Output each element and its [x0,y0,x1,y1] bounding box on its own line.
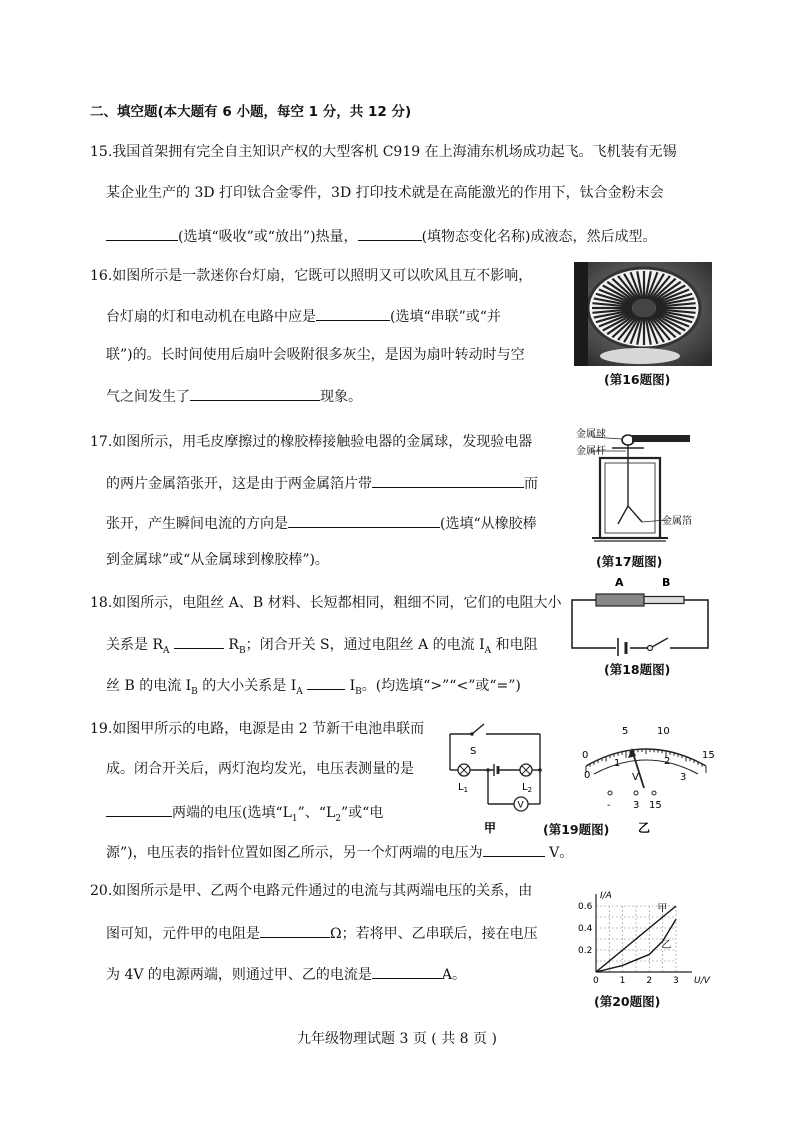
switch-label: S [470,746,477,757]
dial-top-0: 0 [582,750,589,761]
wire-a-label: A [615,576,624,589]
q16-line-2 [106,306,501,326]
q20-line-3 [106,964,466,984]
answer-blank[interactable] [372,964,442,979]
subscript: 2 [335,813,342,824]
y-tick-label: 0.2 [578,946,593,956]
q19-text-4a: 源”)，电压表的指针位置如图乙所示，另一个灯两端的电压为 [106,845,483,861]
dial-bottom-3: 3 [680,772,687,783]
q20-text-3a: 为 4V 的电源两端，则通过甲、乙的电流是 [106,967,372,983]
q18-text-2a: 关系是 R [106,637,163,653]
subscript: A [296,686,303,697]
dial-unit-v: V [632,772,639,783]
y-axis-label: I/A [600,891,612,901]
q17-line-1: 17.如图所示，用毛皮摩擦过的橡胶棒接触验电器的金属球，发现验电器 [90,434,533,450]
answer-blank[interactable] [372,473,524,488]
q16-line-1: 16.如图所示是一款迷你台灯扇，它既可以照明又可以吹风且互不影响， [90,268,533,284]
terminal-3: 3 [633,800,640,811]
subscript: B [191,686,198,697]
q20-text-2a: 图可知，元件甲的电阻是 [106,926,260,942]
q17-text-3a: 张开，产生瞬间电流的方向是 [106,516,288,532]
series-label-1: 甲 [657,903,668,915]
subscript: A [163,645,170,656]
q18-line-1: 18.如图所示，电阻丝 A、B 材料、长短都相同，粗细不同，它们的电阻大小 [90,595,562,611]
q16-text-4a: 气之间发生了 [106,389,190,405]
resistor-circuit-diagram [566,574,716,656]
q20-line-1: 20.如图所示是甲、乙两个电路元件通过的电流与其两端电压的关系，由 [90,883,533,899]
q20-text-3b: A。 [441,967,467,983]
figure-17-caption: (第17题图) [596,554,663,569]
section-heading: 二、填空题(本大题有 6 小题，每空 1 分，共 12 分) [90,104,412,120]
x-axis-label: U/V [694,976,710,986]
q18-text-2b: R [228,637,239,653]
q17-text-2a: 的两片金属箔张开，这是由于两金属箔片带 [106,476,372,492]
q16-text-2b: (选填“串联”或“并 [390,309,501,325]
y-tick-label: 0.4 [578,924,593,934]
answer-blank[interactable] [307,675,345,690]
voltmeter-label: V [517,800,524,811]
figure-16-caption: (第16题图) [604,372,671,387]
electroscope-diagram [572,424,712,550]
q17-line-3 [106,513,537,533]
lamp-l2-label: $L_2$ [522,782,533,794]
answer-blank[interactable] [106,226,178,241]
q15-line-1: 15.我国首架拥有完全自主知识产权的大型客机 C919 在上海浦东机场成功起飞。飞机装有无锡 [90,144,677,160]
q18-text-2d: 和电阻 [495,637,538,653]
terminal-minus: - [607,800,611,811]
dial-bottom-1: 1 [614,758,621,769]
dial-bottom-2: 2 [664,756,671,767]
metal-ball-label: 金属球 [576,429,606,440]
q20-line-2 [106,923,538,943]
x-tick-label: 2 [646,976,653,986]
fan-photo [574,262,712,366]
subscript: B [238,645,246,656]
subscript: A [484,645,492,656]
q15-line-3 [106,226,657,246]
answer-blank[interactable] [288,513,440,528]
subscript: 1 [291,813,298,824]
q18-text-2c: ；闭合开关 S，通过电阻丝 A 的电流 I [245,637,485,653]
page-footer: 九年级物理试题 3 页 ( 共 8 页 ) [297,1031,497,1047]
q20-text-2b: Ω；若将甲、乙串联后，接在电压 [330,926,538,942]
q15-text-3a: (选填“吸收”或“放出”)热量， [178,229,358,245]
q19-text-3c: ”或“电 [341,805,384,821]
voltmeter-dial [566,718,722,844]
q18-line-3 [106,675,521,701]
figure-18-caption: (第18题图) [604,662,671,677]
y-tick-label: 0.6 [578,902,593,912]
lamp-l1-label: $L_1$ [458,782,469,794]
figure-yi-label: 乙 [638,821,651,835]
q17-text-2b: 而 [524,476,538,492]
q17-line-4: 到金属球”或“从金属球到橡胶棒”)。 [106,552,329,568]
q17-text-3b: (选填“从橡胶棒 [440,516,537,532]
q19-line-1: 19.如图甲所示的电路，电源是由 2 节新干电池串联而 [90,721,425,737]
answer-blank[interactable] [316,306,390,321]
answer-blank[interactable] [358,226,422,241]
dial-top-5: 5 [622,726,629,737]
q18-line-2 [106,634,538,660]
iu-chart [576,890,722,994]
q18-text-3a: 丝 B 的电流 I [106,678,192,694]
series-label-2: 乙 [661,939,672,951]
x-tick-label: 1 [619,976,626,986]
q19-text-3b: ”、“L [297,805,336,821]
q16-text-4b: 现象。 [320,389,362,405]
wire-b-label: B [662,576,671,589]
subscript: B [355,686,362,697]
q19-line-3 [106,802,383,828]
answer-blank[interactable] [106,802,172,817]
q19-text-3a: 两端的电压(选填“L [172,805,292,821]
answer-blank[interactable] [190,386,320,401]
figure-19-caption: (第19题图) [543,822,610,837]
q19-text-4b: V。 [549,845,574,861]
metal-rod-label: 金属杆 [576,446,606,457]
answer-blank[interactable] [174,634,224,649]
figure-20-caption: (第20题图) [594,994,661,1009]
q16-text-2a: 台灯扇的灯和电动机在电路中应是 [106,309,316,325]
q16-line-4 [106,386,362,406]
q17-line-2 [106,473,538,493]
q18-text-3c: I [349,678,356,694]
lamp-circuit-diagram [444,718,552,848]
dial-top-15: 15 [702,750,715,761]
terminal-15: 15 [649,800,662,811]
dial-top-10: 10 [657,726,670,737]
dial-bottom-0: 0 [584,770,591,781]
answer-blank[interactable] [260,923,330,938]
metal-foil-label: 金属箔 [662,516,692,527]
x-tick-label: 0 [593,976,599,986]
figure-jia-label: 甲 [484,821,497,835]
x-tick-label: 3 [673,976,679,986]
q15-text-3b: (填物态变化名称)成液态，然后成型。 [421,229,657,245]
q16-line-3: 联”)的。长时间使用后扇叶会吸附很多灰尘，是因为扇叶转动时与空 [106,347,525,363]
q18-text-3b: 的大小关系是 I [202,678,297,694]
q18-text-3d: 。(均选填“>”“<”或“=”) [361,678,521,694]
q19-line-2: 成。闭合开关后，两灯泡均发光，电压表测量的是 [106,761,414,777]
q15-line-2: 某企业生产的 3D 打印钛合金零件，3D 打印技术就是在高能激光的作用下，钛合金粉末会 [106,185,664,201]
